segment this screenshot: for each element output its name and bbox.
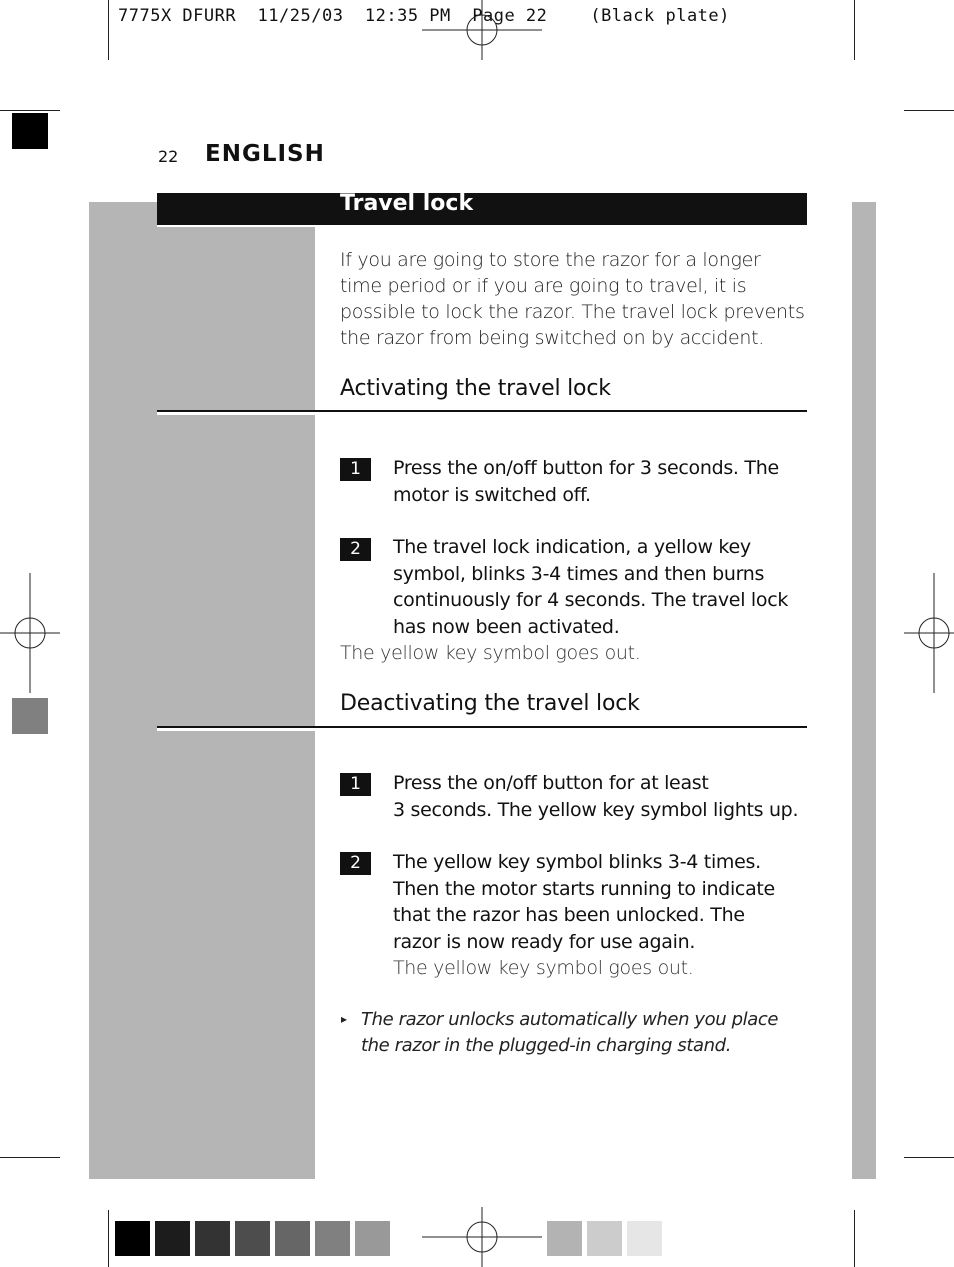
deactivating-note: The yellow key symbol goes out.: [393, 957, 694, 979]
bullet-arrow-icon: ▸: [341, 1012, 348, 1026]
trim-mark: [854, 0, 855, 60]
trim-mark: [108, 0, 109, 60]
intro-line: the razor from being switched on by accident.: [340, 327, 764, 349]
color-swatch: [315, 1221, 350, 1256]
step-number: 1: [340, 773, 371, 796]
color-bar-square: [12, 113, 48, 149]
tip-text: [361, 1007, 811, 1059]
trim-mark: [904, 1157, 954, 1158]
deactivating-heading: Deactivating the travel lock: [340, 691, 640, 716]
color-swatch: [547, 1221, 582, 1256]
activating-note: The yellow key symbol goes out.: [340, 642, 641, 664]
step-line: 3 seconds. The yellow key symbol lights up.: [393, 798, 799, 821]
step-line: Press the on/off button for at least: [393, 772, 709, 794]
trim-mark: [0, 1157, 60, 1158]
step-number: 2: [340, 538, 371, 561]
color-swatch: [155, 1221, 190, 1256]
step-number: 2: [340, 852, 371, 875]
color-bar-square: [12, 698, 48, 734]
step-line: The yellow key symbol blinks 3-4 times.: [393, 851, 761, 873]
step-line: The travel lock indication, a yellow key: [393, 536, 751, 558]
step-line: continuously for 4 seconds. The travel lock: [393, 589, 789, 611]
color-swatch: [115, 1221, 150, 1256]
tip-line: The razor unlocks automatically when you place: [361, 1009, 779, 1030]
color-swatch: [627, 1221, 662, 1256]
step-text: [393, 770, 813, 823]
left-gray-panel: [89, 202, 315, 1179]
language-heading: ENGLISH: [205, 141, 325, 167]
separator: [157, 225, 315, 227]
registration-mark-icon: [422, 1207, 542, 1267]
intro-line: possible to lock the razor. The travel lock prevents: [340, 301, 805, 323]
color-swatch: [275, 1221, 310, 1256]
registration-mark-icon: [904, 573, 954, 693]
step-number: 1: [340, 458, 371, 481]
color-swatch: [587, 1221, 622, 1256]
step-line: Press the on/off button for 3 seconds. The: [393, 457, 779, 479]
intro-line: time period or if you are going to travel, it is: [340, 275, 747, 297]
trim-mark: [0, 110, 60, 111]
step-line: that the razor has been unlocked. The: [393, 904, 745, 926]
step-text: [393, 534, 813, 640]
right-gray-panel: [852, 202, 876, 1179]
trim-mark: [854, 1210, 855, 1267]
section-title-bar: [157, 193, 807, 225]
step-line: Then the motor starts running to indicate: [393, 877, 775, 900]
print-slug: 7775X DFURR 11/25/03 12:35 PM Page 22 (Black plate): [118, 6, 730, 26]
activating-heading: Activating the travel lock: [340, 376, 611, 401]
trim-mark: [904, 110, 954, 111]
step-text: [393, 455, 813, 508]
step-text: [393, 849, 813, 955]
heading-rule: [157, 410, 807, 412]
intro-paragraph: [340, 247, 810, 351]
step-line: symbol, blinks 3-4 times and then burns: [393, 562, 765, 585]
page-margin: [89, 180, 157, 202]
step-line: motor is switched off.: [393, 483, 591, 506]
tip-line: the razor in the plugged-in charging stand.: [361, 1035, 732, 1056]
color-swatch: [195, 1221, 230, 1256]
section-title: Travel lock: [340, 191, 474, 216]
intro-line: If you are going to store the razor for a longer: [340, 249, 761, 271]
trim-mark: [108, 1210, 109, 1267]
page-number: 22: [158, 147, 179, 166]
step-line: razor is now ready for use again.: [393, 930, 696, 953]
step-line: has now been activated.: [393, 615, 620, 638]
registration-mark-icon: [0, 573, 60, 693]
color-swatch: [235, 1221, 270, 1256]
heading-rule: [157, 726, 807, 728]
color-swatch: [355, 1221, 390, 1256]
registration-mark-icon: [422, 0, 542, 60]
